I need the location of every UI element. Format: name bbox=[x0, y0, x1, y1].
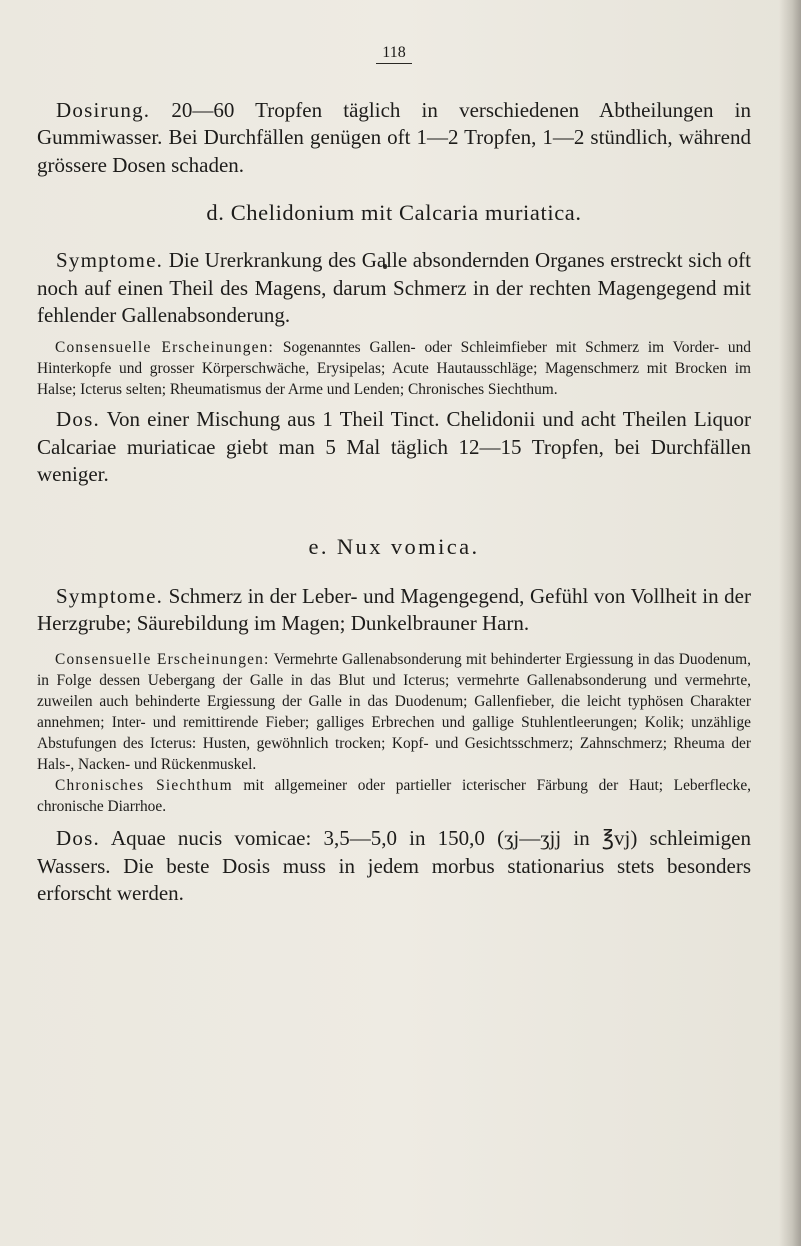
page-number-text: 118 bbox=[376, 44, 411, 64]
paragraph-lead: Dosirung. bbox=[56, 98, 151, 122]
paragraph-text: Vermehrte Gallenabsonderung mit behinderter Ergiessung in das Duodenum, in Folge dessen Uebergang der Galle in das Blut und Icterus; vermehrte Gallenabsonderung und vermehrte, zuweilen auch behinderte Ergiessung der Galle in das Duodenum; Gallenfieber, die leicht typhösen Charakter annehmen; Inter- und remittirende Fieber; galliges Erbrechen und gallige Stuhlentleerungen; Kolik; unzählige Abstufungen des Icterus: Husten, gewöhnlich trocken; Kopf- und Gesichtsschmerz; Zahnschmerz; Rheuma der Hals-, Nacken- und Rückenmuskel. bbox=[37, 651, 751, 774]
section-heading-e-text: e. Nux vomica. bbox=[308, 533, 480, 559]
paragraph-lead: Dos. bbox=[56, 826, 100, 851]
paragraph-text: Die Urerkrankung des Galle absondernden Organes erstreckt sich oft noch auf einen Theil des Magens, darum Schmerz in der rechten Magengegend mit fehlender Gallenabsonderung. bbox=[37, 248, 751, 328]
page-number bbox=[37, 44, 751, 64]
consensual-paragraph-d bbox=[37, 337, 751, 400]
paragraph-text: Schmerz in der Leber- und Magengegend, Gefühl von Vollheit in der Herzgrube; Säurebildung im Magen; Dunkelbrauner Harn. bbox=[37, 583, 751, 636]
symptoms-paragraph-d bbox=[37, 247, 751, 329]
consensual-paragraph-e bbox=[37, 649, 751, 775]
section-heading-e bbox=[37, 533, 751, 561]
chronic-paragraph-e bbox=[37, 775, 751, 817]
paragraph-lead: Dos. bbox=[56, 407, 100, 432]
dosage-paragraph-1 bbox=[37, 97, 751, 179]
page-content bbox=[37, 44, 751, 908]
paragraph-lead: Symptome. bbox=[56, 583, 164, 608]
paragraph-text: mit allgemeiner oder partieller icterischer Färbung der Haut; Leberflecke, chronische Diarrhoe. bbox=[37, 777, 751, 816]
symptoms-paragraph-e bbox=[37, 583, 751, 638]
paragraph-lead: Consensuelle Erscheinungen: bbox=[55, 651, 270, 669]
page-edge-shadow bbox=[779, 0, 801, 1246]
dosage-paragraph-e bbox=[37, 825, 751, 907]
paragraph-text: Sogenanntes Gallen- oder Schleimfieber mit Schmerz im Vorder- und Hinterkopfe und grosser Körperschwäche, Erysipelas; Acute Hautausschläge; Magenschmerz mit Brocken im Halse; Icterus selten; Rheumatismus der Arme und Lenden; Chronisches Siechthum. bbox=[37, 339, 751, 399]
dosage-paragraph-d bbox=[37, 406, 751, 488]
paragraph-lead: Consensuelle Erscheinungen: bbox=[55, 339, 275, 357]
paragraph-text: Aquae nucis vomicae: 3,5—5,0 in 150,0 (ʒj—ʒjj in ℥vj) schleimigen Wassers. Die beste Dosis muss in jedem morbus stationarius stets besonders erforscht werden. bbox=[37, 826, 751, 906]
paragraph-text: 20—60 Tropfen täglich in verschiedenen Abtheilungen in Gummiwasser. Bei Durchfällen genügen oft 1—2 Tropfen, 1—2 stündlich, während grössere Dosen schaden. bbox=[37, 98, 751, 177]
paragraph-lead: Chronisches Siechthum bbox=[55, 777, 233, 795]
paragraph-text: Von einer Mischung aus 1 Theil Tinct. Chelidonii und acht Theilen Liquor Calcariae muriaticae giebt man 5 Mal täglich 12—15 Tropfen, bei Durchfällen weniger. bbox=[37, 407, 751, 487]
paragraph-lead: Symptome. bbox=[56, 248, 164, 273]
section-heading-d: d. Chelidonium mit Calcaria muriatica. bbox=[206, 200, 582, 226]
